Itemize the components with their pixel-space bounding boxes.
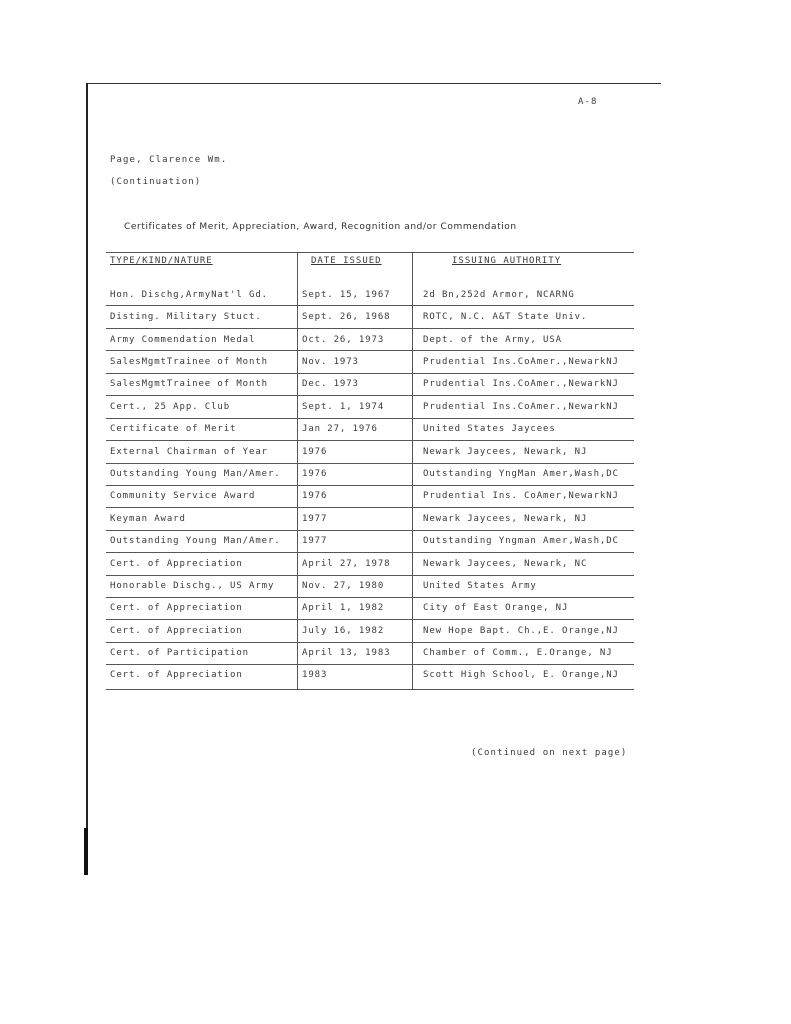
table-row [0,491,791,513]
table-row [0,536,791,558]
cell-date: April 27, 1978 [302,559,391,569]
cell-type: External Chairman of Year [110,447,268,457]
cell-date: July 16, 1982 [302,626,385,636]
person-name: Page, Clarence Wm. [110,155,228,165]
cell-date: 1976 [302,491,328,501]
cell-type: Cert. of Participation [110,648,250,658]
cell-type: Outstanding Young Man/Amer. [110,469,281,479]
table-row [0,402,791,424]
cell-authority: Outstanding YngMan Amer,Wash,DC [423,469,619,479]
table-row [0,290,791,312]
table-row [0,447,791,469]
row-rule [106,440,634,441]
cell-type: SalesMgmtTrainee of Month [110,379,268,389]
cell-type: Certificate of Merit [110,424,237,434]
cell-date: 1976 [302,447,328,457]
cell-date: Sept. 1, 1974 [302,402,385,412]
cell-authority: Dept. of the Army, USA [423,335,563,345]
table-row [0,648,791,670]
cell-type: Cert., 25 App. Club [110,402,231,412]
cell-authority: Outstanding Yngman Amer,Wash,DC [423,536,619,546]
cell-authority: New Hope Bapt. Ch.,E. Orange,NJ [423,626,619,636]
row-rule [106,530,634,531]
cell-authority: City of East Orange, NJ [423,603,569,613]
page-top-border [86,83,661,84]
row-rule [106,507,634,508]
cell-date: Dec. 1973 [302,379,359,389]
cell-authority: Prudential Ins.CoAmer.,NewarkNJ [423,402,619,412]
table-row [0,581,791,603]
continued-note: (Continued on next page) [471,748,628,758]
column-header-authority: ISSUING AUTHORITY [452,256,562,266]
row-rule [106,575,634,576]
table-row [0,379,791,401]
cell-type: Outstanding Young Man/Amer. [110,536,281,546]
row-rule [106,418,634,419]
cell-date: Nov. 1973 [302,357,359,367]
cell-type: Disting. Military Stuct. [110,312,262,322]
cell-type: Cert. of Appreciation [110,603,243,613]
cell-authority: Newark Jaycees, Newark, NJ [423,447,588,457]
section-heading: Certificates of Merit, Appreciation, Award, Recognition and/or Commendation [124,222,517,232]
table-row [0,424,791,446]
cell-type: Honorable Dischg., US Army [110,581,275,591]
cell-authority: United States Army [423,581,537,591]
cell-date: Sept. 15, 1967 [302,290,391,300]
column-header-date: DATE ISSUED [311,256,382,266]
cell-type: Cert. of Appreciation [110,670,243,680]
cell-date: Oct. 26, 1973 [302,335,385,345]
table-row [0,469,791,491]
table-row [0,357,791,379]
cell-authority: Newark Jaycees, Newark, NJ [423,514,588,524]
cell-date: 1983 [302,670,328,680]
row-rule [106,597,634,598]
cell-authority: 2d Bn,252d Armor, NCARNG [423,290,575,300]
cell-type: SalesMgmtTrainee of Month [110,357,268,367]
table-row [0,335,791,357]
continuation-note: (Continuation) [110,177,202,187]
cell-date: April 1, 1982 [302,603,385,613]
page-number: A-8 [578,97,598,107]
cell-date: Sept. 26, 1968 [302,312,391,322]
cell-date: 1976 [302,469,328,479]
cell-authority: ROTC, N.C. A&T State Univ. [423,312,588,322]
cell-type: Hon. Dischg,ArmyNat'l Gd. [110,290,268,300]
row-rule [106,619,634,620]
cell-authority: Newark Jaycees, Newark, NC [423,559,588,569]
cell-date: 1977 [302,536,328,546]
table-row [0,559,791,581]
cell-authority: Chamber of Comm., E.Orange, NJ [423,648,613,658]
row-rule [106,552,634,553]
cell-date: Nov. 27, 1980 [302,581,385,591]
cell-type: Keyman Award [110,514,186,524]
cell-type: Community Service Award [110,491,256,501]
row-rule [106,642,634,643]
table-row [0,626,791,648]
cell-type: Cert. of Appreciation [110,626,243,636]
cell-date: April 13, 1983 [302,648,391,658]
cell-authority: United States Jaycees [423,424,556,434]
cell-authority: Prudential Ins.CoAmer.,NewarkNJ [423,379,619,389]
table-row [0,312,791,334]
table-top-rule [106,252,634,253]
row-rule [106,350,634,351]
row-rule [106,689,634,690]
row-rule [106,305,634,306]
cell-type: Cert. of Appreciation [110,559,243,569]
row-rule [106,485,634,486]
row-rule [106,664,634,665]
cell-date: Jan 27, 1976 [302,424,378,434]
row-rule [106,373,634,374]
table-row [0,603,791,625]
cell-authority: Scott High School, E. Orange,NJ [423,670,619,680]
row-rule [106,395,634,396]
cell-type: Army Commendation Medal [110,335,256,345]
page-left-shadow [84,828,88,875]
cell-authority: Prudential Ins. CoAmer,NewarkNJ [423,491,619,501]
column-header-type: TYPE/KIND/NATURE [110,256,213,266]
cell-date: 1977 [302,514,328,524]
cell-authority: Prudential Ins.CoAmer.,NewarkNJ [423,357,619,367]
row-rule [106,328,634,329]
row-rule [106,463,634,464]
table-row [0,514,791,536]
